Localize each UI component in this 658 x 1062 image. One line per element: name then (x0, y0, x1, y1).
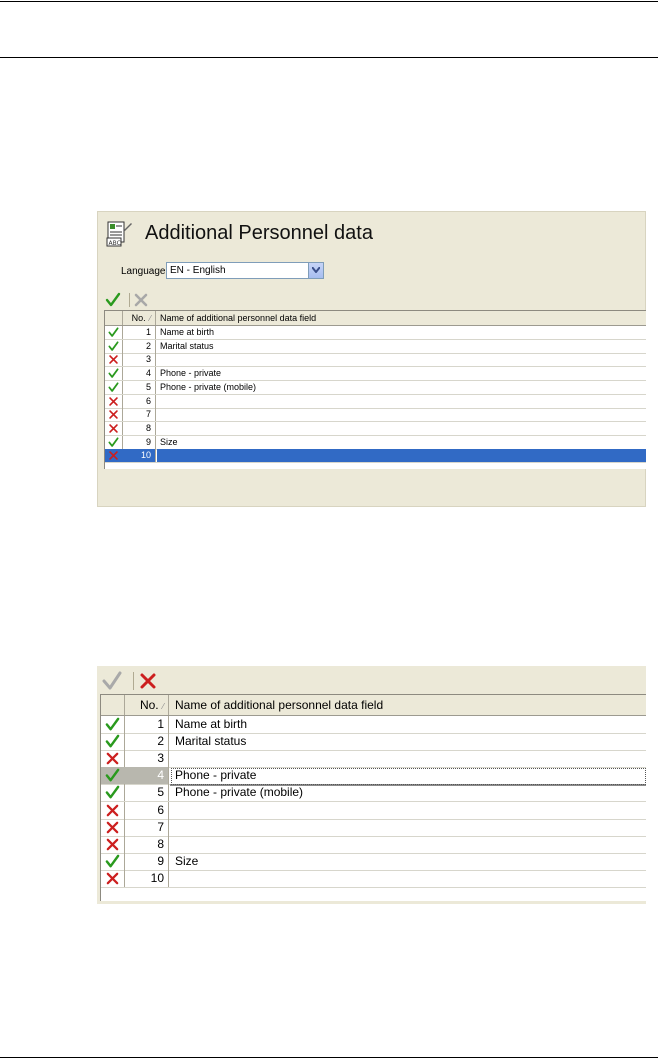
header-rule (0, 57, 658, 58)
green-check-icon (105, 734, 120, 749)
row-name-cell[interactable] (170, 750, 646, 767)
row-number-cell: 5 (122, 381, 156, 394)
row-name-cell[interactable] (157, 449, 646, 462)
row-number-cell: 2 (124, 733, 169, 750)
row-name-cell[interactable]: Marital status (160, 340, 214, 351)
row-number-cell: 3 (122, 353, 156, 366)
table-row[interactable] (105, 408, 646, 422)
green-check-icon (101, 670, 123, 692)
row-status-cell[interactable] (105, 381, 123, 394)
red-x-icon (108, 409, 119, 420)
row-status-cell[interactable] (101, 767, 125, 784)
row-number-cell: 6 (124, 802, 169, 819)
row-name-cell[interactable]: Phone - private (170, 767, 646, 786)
row-number-cell: 10 (122, 449, 156, 462)
name-column-header[interactable]: Name of additional personnel data field (160, 313, 317, 323)
table-row[interactable] (105, 353, 646, 367)
table-row[interactable] (105, 326, 646, 340)
red-x-icon (108, 423, 119, 434)
red-x-icon (105, 871, 120, 886)
row-number-cell: 5 (124, 784, 169, 801)
page-title: Additional Personnel data (145, 222, 373, 244)
row-name-cell[interactable]: Marital status (175, 734, 247, 749)
row-name-cell[interactable]: Phone - private (mobile) (160, 381, 257, 392)
table-row[interactable] (105, 449, 646, 463)
row-status-cell[interactable] (101, 836, 125, 853)
red-x-icon (105, 837, 120, 852)
row-status-cell[interactable] (101, 870, 125, 887)
row-number-cell: 8 (122, 422, 156, 435)
sort-ascending-icon: ⁄ (149, 314, 151, 323)
toolbar-separator (129, 293, 130, 307)
table-row[interactable] (101, 767, 646, 785)
screenshot-additional-personnel-data (97, 211, 646, 507)
row-status-cell[interactable] (105, 395, 123, 408)
screenshot-data-field-grid (97, 666, 646, 904)
row-status-cell[interactable] (105, 449, 123, 462)
data-field-grid (104, 310, 646, 469)
row-status-cell[interactable] (101, 733, 125, 750)
row-name-cell[interactable] (157, 408, 646, 421)
red-x-icon (105, 803, 120, 818)
status-column-header[interactable] (101, 695, 125, 715)
green-check-icon (105, 292, 121, 308)
row-number-cell: 6 (122, 395, 156, 408)
red-x-icon (137, 670, 159, 692)
toolbar-separator (133, 672, 134, 690)
row-name-cell[interactable] (157, 353, 646, 366)
row-name-cell[interactable] (170, 802, 646, 819)
green-check-icon (105, 785, 120, 800)
status-column-header[interactable] (105, 311, 123, 325)
row-status-cell[interactable] (105, 340, 123, 353)
row-status-cell[interactable] (101, 784, 125, 801)
row-status-cell[interactable] (101, 853, 125, 870)
table-row[interactable] (101, 853, 646, 871)
table-row[interactable] (105, 381, 646, 395)
row-name-cell[interactable] (170, 836, 646, 853)
table-row[interactable] (101, 733, 646, 751)
row-status-cell[interactable] (101, 716, 125, 733)
row-status-cell[interactable] (105, 408, 123, 421)
deactivate-button[interactable] (133, 292, 151, 308)
row-name-cell[interactable]: Name at birth (160, 327, 215, 337)
row-number-cell: 10 (124, 870, 169, 887)
row-number-cell: 4 (122, 367, 156, 380)
row-name-cell[interactable]: Phone - private (mobile) (175, 785, 304, 800)
grid-header (101, 695, 646, 716)
table-row[interactable] (101, 819, 646, 837)
row-number-cell: 3 (124, 750, 169, 767)
row-number-cell: 9 (124, 853, 169, 870)
language-select[interactable] (166, 262, 324, 279)
deactivate-button[interactable] (137, 670, 161, 692)
row-number-cell: 1 (122, 326, 156, 339)
row-status-cell[interactable] (105, 422, 123, 435)
green-check-icon (108, 437, 119, 448)
row-status-cell[interactable] (101, 819, 125, 836)
row-name-cell[interactable] (157, 395, 646, 408)
row-number-cell: 4 (124, 767, 169, 784)
table-row[interactable] (101, 870, 646, 888)
table-row[interactable] (101, 750, 646, 768)
row-name-cell[interactable] (170, 870, 646, 887)
green-check-icon (108, 368, 119, 379)
table-row[interactable] (105, 367, 646, 381)
activate-button[interactable] (105, 292, 123, 308)
row-name-cell[interactable]: Phone - private (160, 368, 222, 379)
sort-ascending-icon: ⁄ (162, 702, 164, 711)
row-number-cell: 1 (124, 716, 169, 733)
row-status-cell[interactable] (105, 367, 123, 380)
data-field-grid (100, 694, 646, 901)
footer-rule (0, 1057, 658, 1058)
row-number-cell: 8 (124, 836, 169, 853)
table-row[interactable] (101, 802, 646, 820)
row-name-cell[interactable]: Size (160, 436, 178, 447)
row-status-cell[interactable] (101, 802, 125, 819)
row-name-cell[interactable]: Name at birth (175, 717, 248, 731)
table-row[interactable] (101, 836, 646, 854)
red-x-icon (133, 292, 149, 308)
red-x-icon (105, 820, 120, 835)
row-status-cell[interactable] (105, 436, 123, 449)
row-name-cell[interactable] (157, 422, 646, 435)
top-rule (0, 1, 658, 2)
red-x-icon (108, 396, 119, 407)
table-row[interactable] (105, 422, 646, 436)
svg-text:ABC: ABC (108, 240, 121, 247)
grid-header (105, 311, 646, 326)
table-row[interactable] (105, 395, 646, 409)
name-column-header[interactable]: Name of additional personnel data field (175, 698, 384, 712)
chevron-down-icon[interactable] (308, 263, 323, 278)
row-number-cell: 7 (124, 819, 169, 836)
row-number-cell: 9 (122, 436, 156, 449)
row-name-cell[interactable]: Size (175, 853, 199, 868)
row-status-cell[interactable] (105, 353, 123, 366)
red-x-icon (108, 450, 119, 461)
green-check-icon (105, 854, 120, 869)
row-number-cell: 7 (122, 408, 156, 421)
green-check-icon (108, 382, 119, 393)
table-row[interactable] (105, 340, 646, 354)
personnel-form-icon (105, 220, 133, 248)
red-x-icon (105, 751, 120, 766)
language-selected-value: EN - English (170, 265, 226, 276)
table-row[interactable] (101, 716, 646, 734)
number-column-header[interactable]: No. ⁄ (122, 311, 156, 325)
green-check-icon (105, 768, 120, 783)
number-column-header[interactable]: No. ⁄ (124, 695, 169, 715)
table-row[interactable] (101, 784, 646, 802)
green-check-icon (108, 327, 119, 338)
table-row[interactable] (105, 436, 646, 450)
row-status-cell[interactable] (101, 750, 125, 767)
green-check-icon (105, 717, 120, 732)
row-number-cell: 2 (122, 340, 156, 353)
activate-button[interactable] (101, 670, 125, 692)
red-x-icon (108, 354, 119, 365)
row-name-cell[interactable] (170, 819, 646, 836)
row-status-cell[interactable] (105, 326, 123, 339)
language-label: Language (121, 266, 166, 277)
green-check-icon (108, 341, 119, 352)
